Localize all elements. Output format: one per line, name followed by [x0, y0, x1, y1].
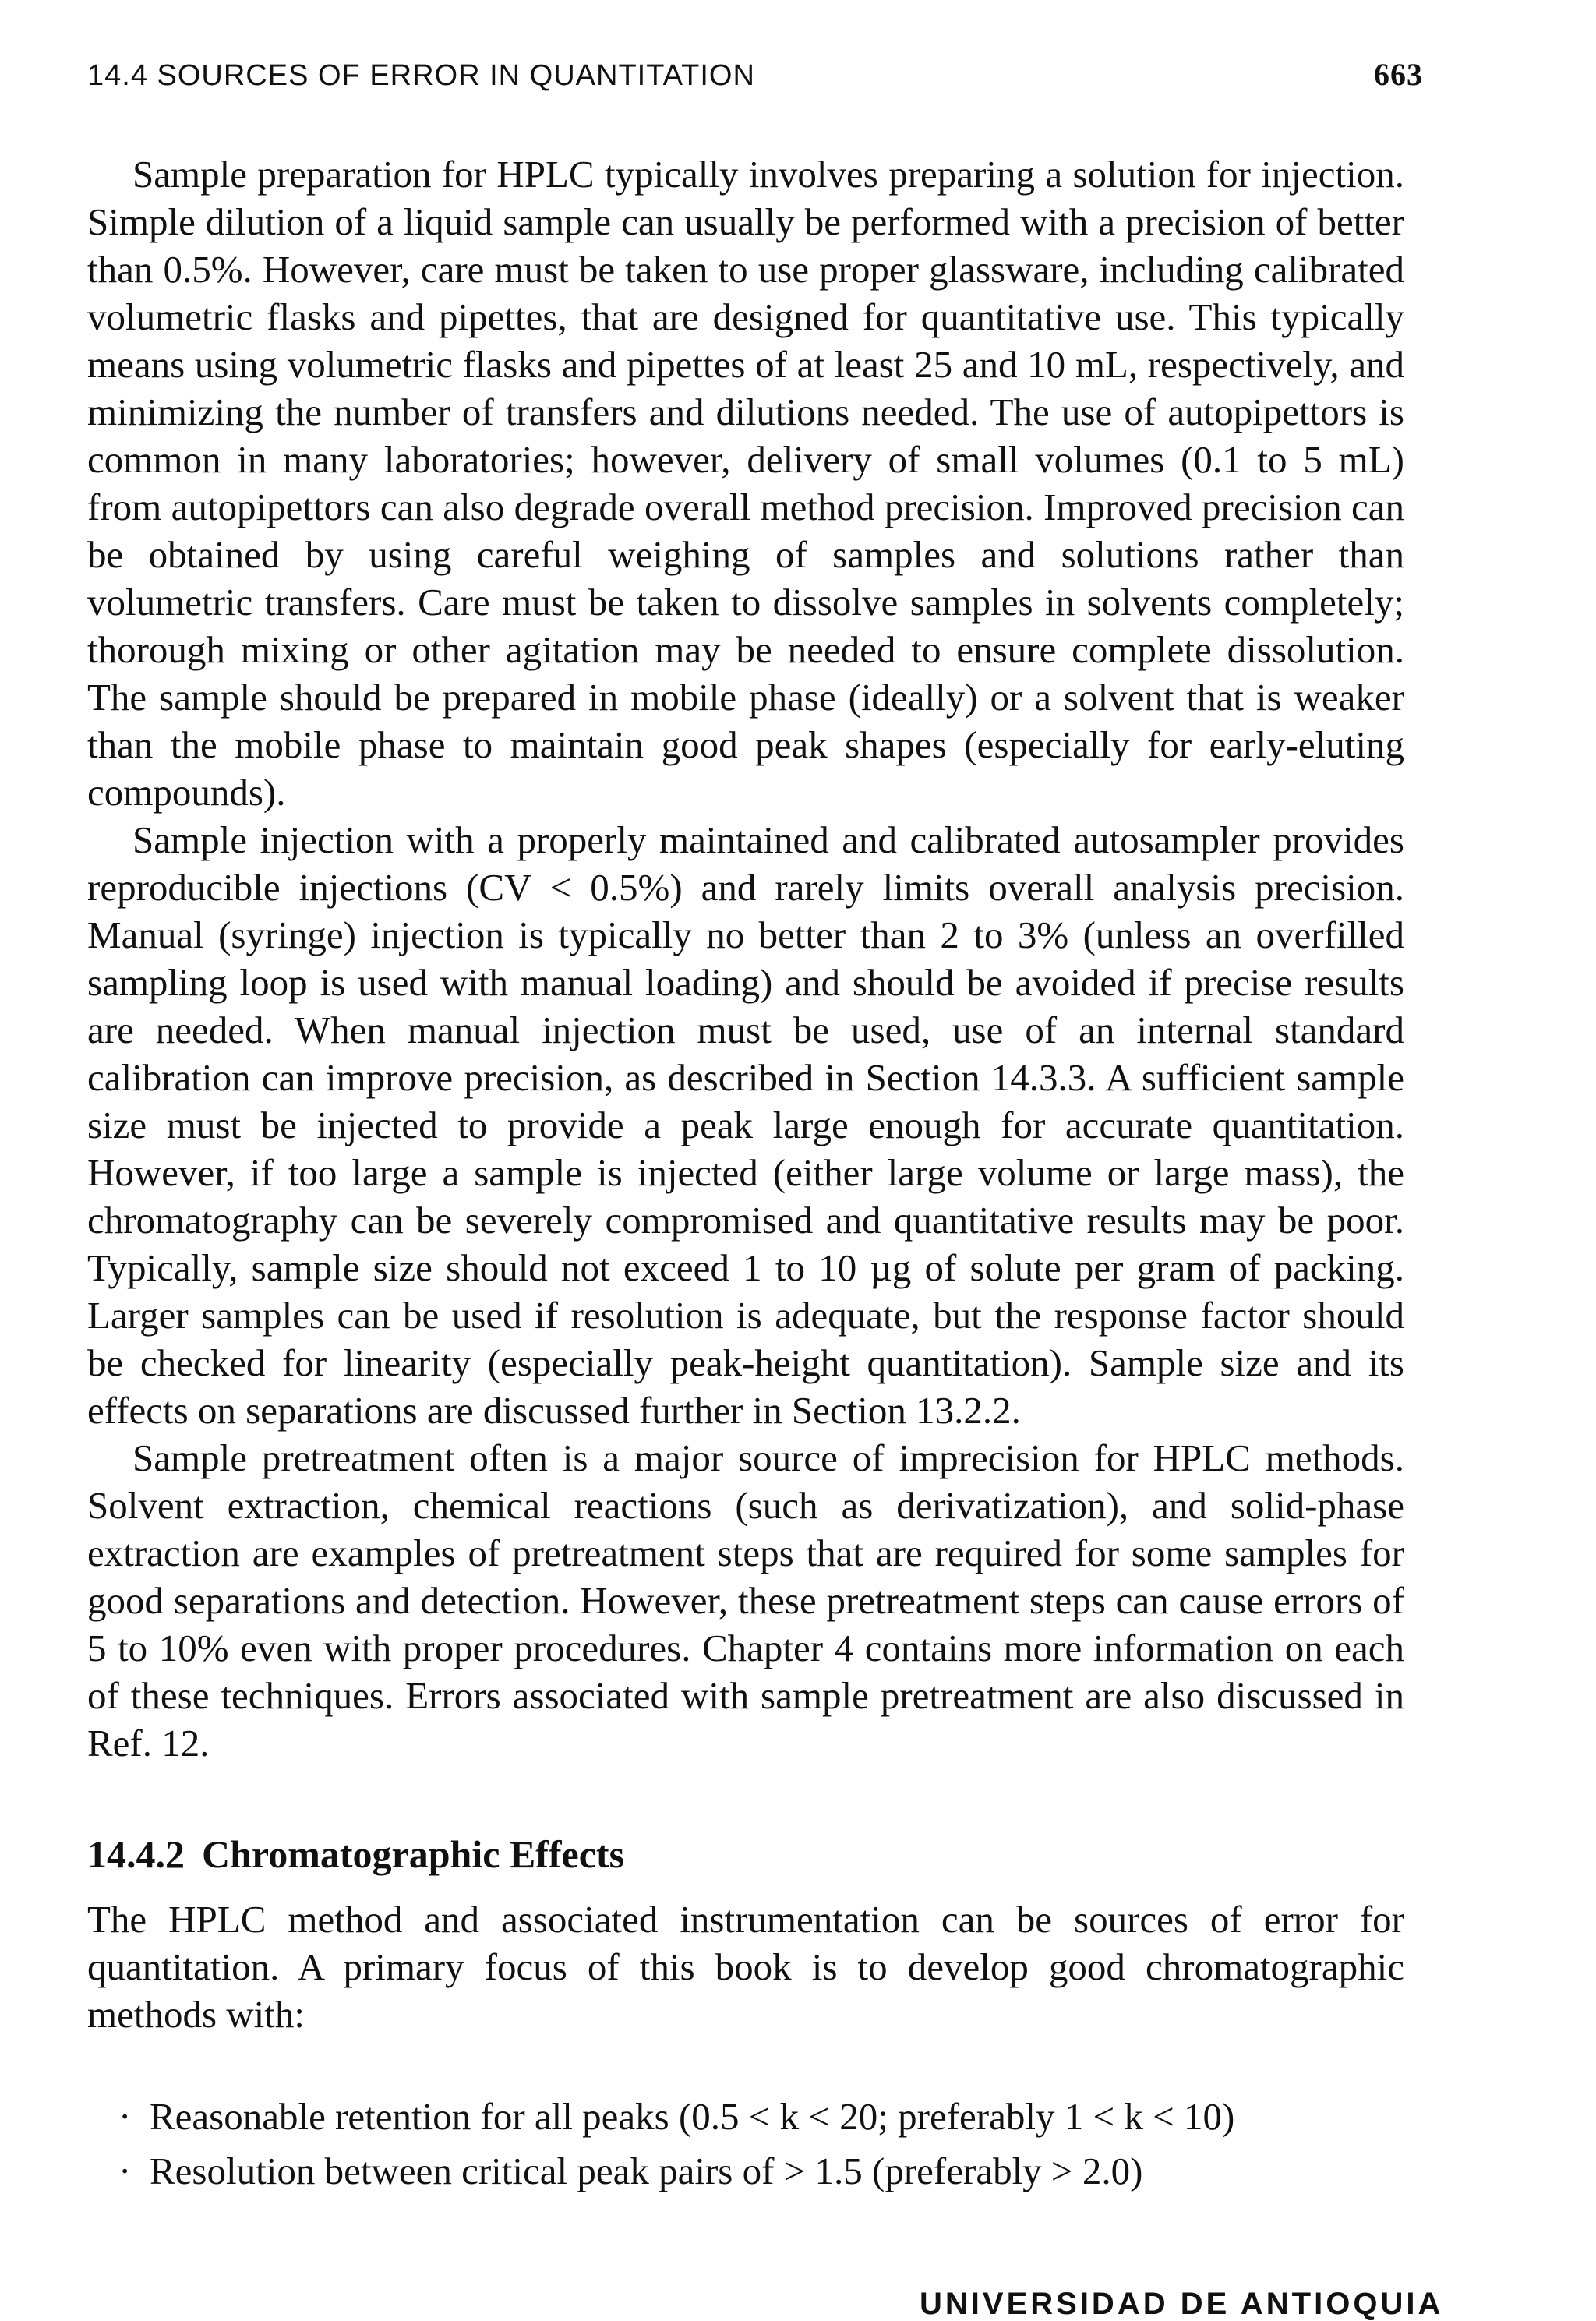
section-title: Chromatographic Effects: [202, 1832, 625, 1876]
paragraph-sample-pretreatment: Sample pretreatment often is a major source of imprecision for HPLC methods. Solvent extraction, chemical reactions (such as derivatization), and solid-phase extraction are examples of pretreatment steps that are required for some samples for good separations and detection. However, these pretreatment steps can cause errors of 5 to 10% even with proper procedures. Chapter 4 contains more information on each of these techniques. Errors associated with sample pretreatment are also discussed in Ref. 12.: [87, 1436, 1404, 1765]
book-page: [87, 56, 1423, 2199]
section-number: 14.4.2: [87, 1832, 185, 1876]
running-head-title: 14.4 SOURCES OF ERROR IN QUANTITATION: [87, 59, 755, 92]
paragraph-sample-preparation: Sample preparation for HPLC typically involves preparing a solution for injection. Simple dilution of a liquid sample can usually be performed with a precision of better than 0.5%. However, care must be taken to use proper glassware, including calibrated volumetric flasks and pipettes, that are designed for quantitative use. This typically means using volumetric flasks and pipettes of at least 25 and 10 mL, respectively, and minimizing the number of transfers and dilutions needed. The use of autopipettors is common in many laboratories; however, delivery of small volumes (0.1 to 5 mL) from autopipettors can also degrade overall method precision. Improved precision can be obtained by using careful weighing of samples and solutions rather than volumetric transfers. Care must be taken to dissolve samples in solvents completely; thorough mixing or other agitation may be needed to ensure complete dissolution. The sample should be prepared in mobile phase (ideally) or a solvent that is weaker than the mobile phase to maintain good peak shapes (especially for early-eluting compounds).: [87, 153, 1404, 814]
criteria-list: [87, 2090, 1404, 2199]
list-item-text: Resolution between critical peak pairs of > 1.5 (preferably > 2.0): [150, 2150, 1143, 2192]
bullet-marker: ·: [118, 2095, 132, 2138]
page-number: 663: [1374, 57, 1423, 92]
list-item: [118, 2144, 1404, 2199]
paragraph-sample-injection: Sample injection with a properly maintained and calibrated autosampler provides reproducible injections (CV < 0.5%) and rarely limits overall analysis precision. Manual (syringe) injection is typically no better than 2 to 3% (unless an overfilled sampling loop is used with manual loading) and should be avoided if precise results are needed. When manual injection must be used, use of an internal standard calibration can improve precision, as described in Section 14.3.3. A sufficient sample size must be injected to provide a peak large enough for accurate quantitation. However, if too large a sample is injected (either large volume or large mass), the chromatography can be severely compromised and quantitative results may be poor. Typically, sample size should not exceed 1 to 10 µg of solute per gram of packing. Larger samples can be used if resolution is adequate, but the response factor should be checked for linearity (especially peak-height quantitation). Sample size and its effects on separations are discussed further in Section 13.2.2.: [87, 818, 1404, 1432]
library-stamp: UNIVERSIDAD DE ANTIOQUIA: [920, 2287, 1444, 2321]
list-item-text: Reasonable retention for all peaks (0.5 < k < 20; preferably 1 < k < 10): [150, 2095, 1235, 2138]
bullet-marker: ·: [118, 2150, 132, 2192]
running-head: [87, 56, 1423, 93]
section-heading: [87, 1831, 1404, 1878]
section-intro-paragraph: The HPLC method and associated instrumentation can be sources of error for quantitation. A primary focus of this book is to develop good chromatographic methods with:: [87, 1898, 1404, 2036]
list-item: [118, 2090, 1404, 2144]
